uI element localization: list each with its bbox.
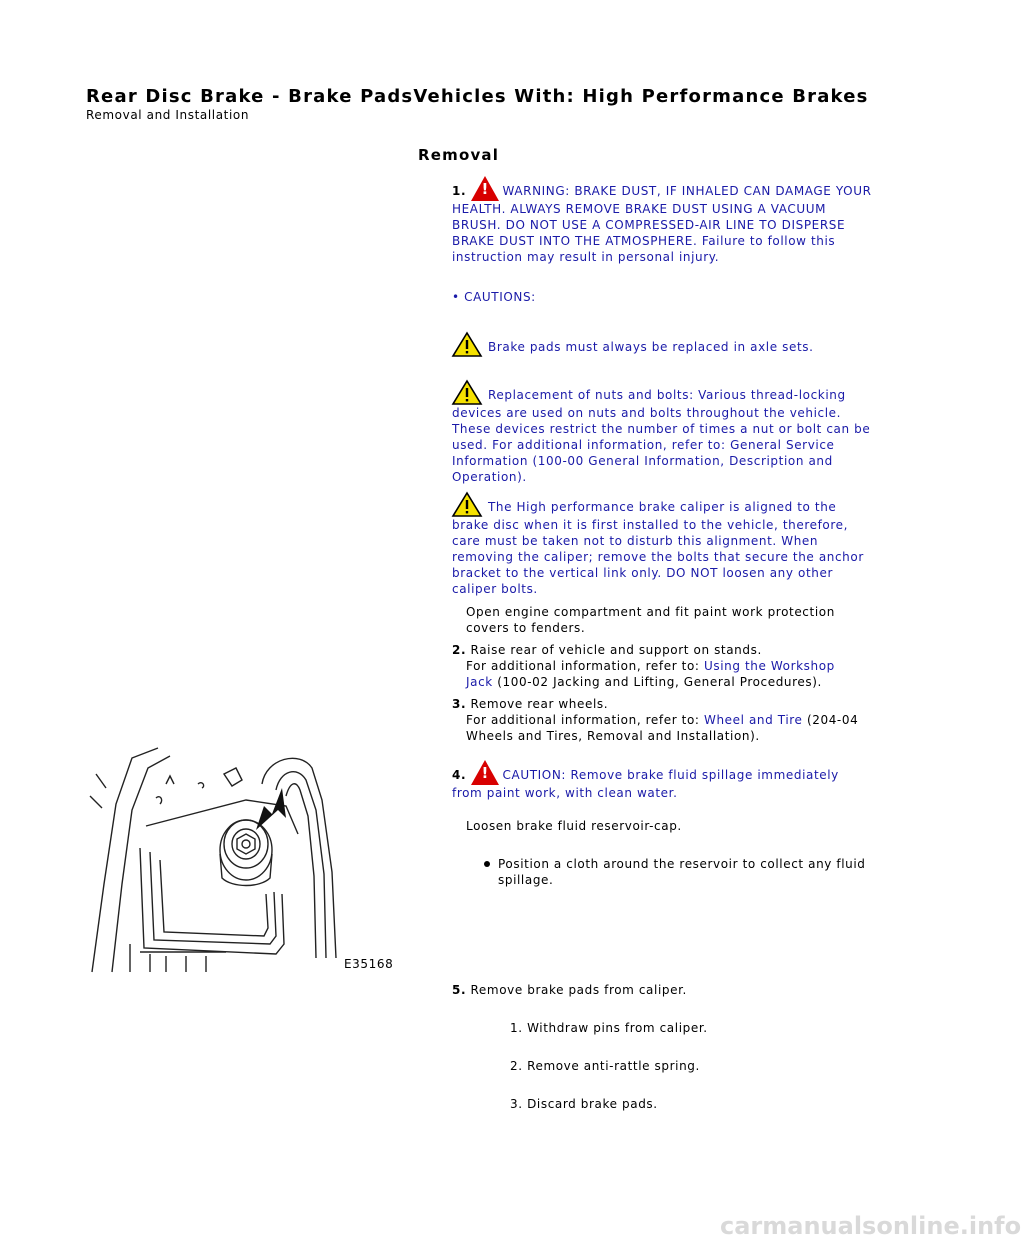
caution-c xyxy=(452,492,872,597)
general-service-information-link[interactable]: General Service Information xyxy=(452,438,835,468)
step1-action: Open engine compartment and fit paint work protection covers to fenders. xyxy=(466,605,835,635)
page-title: Rear Disc Brake - Brake PadsVehicles With: High Performance Brakes xyxy=(86,86,869,107)
bullet-icon xyxy=(484,861,490,867)
substep: 3. Discard brake pads. xyxy=(510,1097,658,1111)
warning-icon xyxy=(471,760,499,785)
step-text: Remove rear wheels. xyxy=(470,697,609,711)
step-number: 4. xyxy=(452,768,467,782)
step2-reference xyxy=(466,658,866,690)
caution-icon xyxy=(452,332,482,357)
caution-text: Brake pads must always be replaced in axle sets. xyxy=(488,340,814,354)
caution-icon xyxy=(452,492,482,517)
step4-caution xyxy=(452,760,872,801)
reference-text: (100-02 Jacking and Lifting, General Procedures). xyxy=(497,675,822,689)
warning-text: WARNING: BRAKE DUST, IF INHALED CAN DAMAGE YOUR HEALTH. ALWAYS REMOVE BRAKE DUST USING A VACUUM BRUSH. DO NOT USE A COMPRESSED-AIR LINE TO DISPERSE BRAKE DUST INTO THE ATMOSPHERE. Failure to follow this instruction may result in personal injury. xyxy=(452,184,872,264)
step-text: Remove brake pads from caliper. xyxy=(470,983,687,997)
reference-text: For additional information, refer to: xyxy=(466,713,700,727)
step3-reference xyxy=(466,712,866,744)
figure-label: E35168 xyxy=(344,957,394,971)
step-number: 1. xyxy=(452,184,467,198)
bullet-text: Position a cloth around the reservoir to collect any fluid spillage. xyxy=(498,857,866,887)
step4-action: Loosen brake fluid reservoir-cap. xyxy=(466,819,682,833)
brake-reservoir-illustration xyxy=(86,744,394,974)
watermark: carmanualsonline.info xyxy=(720,1212,1021,1240)
step1-warning xyxy=(452,176,872,265)
substep: 2. Remove anti-rattle spring. xyxy=(510,1059,700,1073)
page-subtitle: Removal and Installation xyxy=(86,108,250,122)
step-number: 2. xyxy=(452,643,467,657)
step3 xyxy=(452,696,872,712)
substep: 1. Withdraw pins from caliper. xyxy=(510,1021,708,1035)
step-number: 5. xyxy=(452,983,467,997)
wheel-and-tire-link[interactable]: Wheel and Tire xyxy=(703,713,803,727)
caution-text: Replacement of nuts and bolts: Various thread-locking devices are used on nuts and bolts throughout the vehicle. These devices restrict the number of times a nut or bolt can be used. For additional information, refer to: xyxy=(452,388,871,452)
cautions-heading: • CAUTIONS: xyxy=(452,290,536,304)
step4-bullet xyxy=(498,856,868,888)
caution-b xyxy=(452,380,872,485)
reference-text: (204-04 Wheels and Tires, Removal and Installation). xyxy=(466,713,859,743)
caution-text: The High performance brake caliper is aligned to the brake disc when it is first installed to the vehicle, therefore, care must be taken not to disturb this alignment. When removing the caliper; remove the bolts that secure the anchor bracket to the vertical link only. DO NOT loosen any other caliper bolts. xyxy=(452,500,864,596)
step-text: Raise rear of vehicle and support on stands. xyxy=(470,643,762,657)
step-number: 3. xyxy=(452,697,467,711)
warning-icon xyxy=(471,176,499,201)
caution-icon xyxy=(452,380,482,405)
caution-a xyxy=(452,332,872,357)
step5 xyxy=(452,982,872,998)
pointer-arrow-icon xyxy=(256,788,286,830)
section-title: Removal xyxy=(418,146,500,164)
workshop-jack-link[interactable]: Using the Workshop Jack xyxy=(466,659,835,689)
step2 xyxy=(452,642,872,658)
caution-ref-text: (100-00 General Information, Description and Operation). xyxy=(452,454,833,484)
reference-text: For additional information, refer to: xyxy=(466,659,700,673)
caution-text: CAUTION: Remove brake fluid spillage immediately from paint work, with clean water. xyxy=(452,768,839,800)
